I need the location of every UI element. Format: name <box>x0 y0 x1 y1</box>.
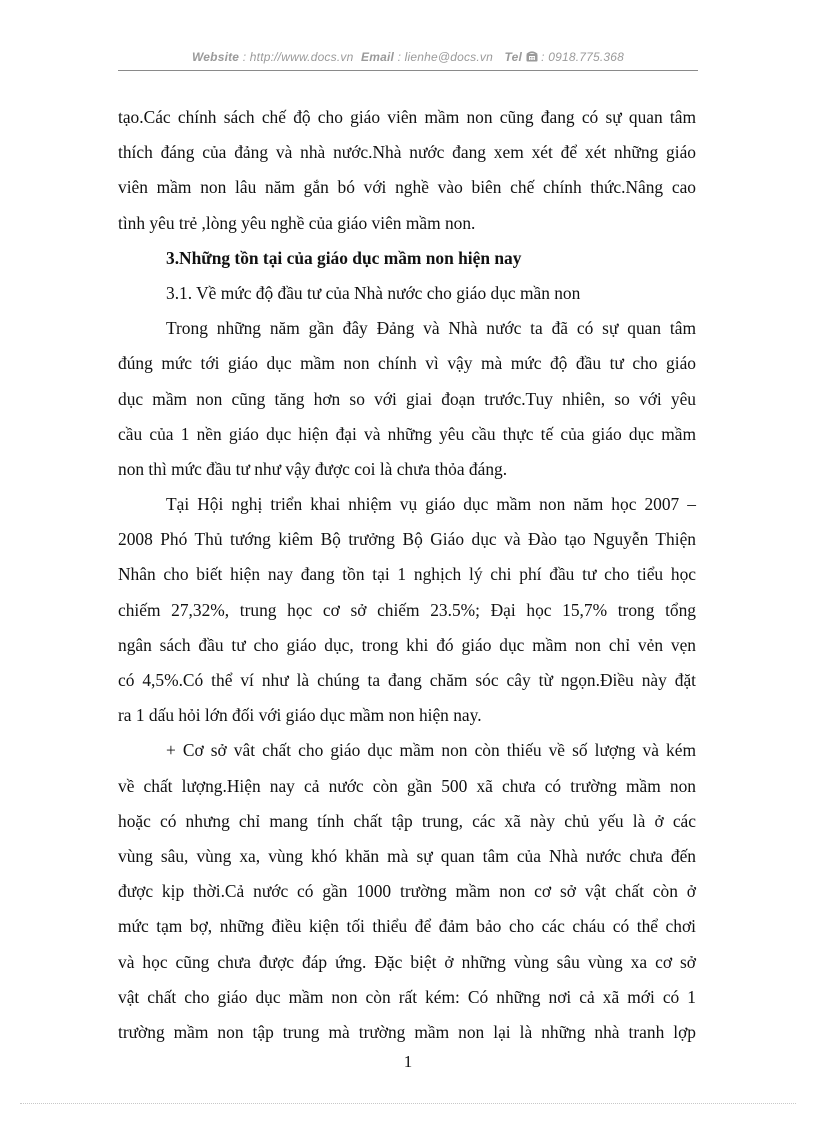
section-heading: 3.Những tồn tại của giáo dục mầm non hiện nay <box>166 247 522 268</box>
text-line: Nhân cho biết hiện nay đang tồn tại 1 nghịch lý chi phí đầu tư cho tiểu học <box>118 564 696 585</box>
text-line: có 4,5%.Có thể ví như là chúng ta đang chăm sóc cây từ ngọn.Điều này đặt <box>118 670 696 690</box>
website-value[interactable]: : http://www.docs.vn <box>242 50 354 64</box>
text-line: mức tạm bợ, những điều kiện tối thiểu để đảm bảo cho các cháu có thể chơi <box>118 916 696 937</box>
text-line: non thì mức đầu tư như vậy được coi là chưa thỏa đáng. <box>118 458 508 479</box>
tel-label: Tel <box>504 50 523 64</box>
page-header <box>118 50 698 65</box>
text-line: về chất lượng.Hiện nay cả nước còn gần 500 xã chưa có trường mầm non <box>118 775 696 796</box>
text-line: vật chất cho giáo dục mầm non còn rất kém: Có những nơi cả xã mới có 1 <box>118 986 696 1007</box>
subsection-heading: 3.1. Về mức độ đầu tư của Nhà nước cho giáo dục mần non <box>166 282 581 303</box>
paragraph-1 <box>118 100 696 241</box>
text-line: hoặc có nhưng chỉ mang tính chất tập trung, các xã này chủ yếu là ở các <box>118 810 696 831</box>
text-line: đúng mức tới giáo dục mầm non chính vì vậy mà mức độ đầu tư cho giáo <box>118 353 696 374</box>
text-line: dục mầm non cũng tăng hơn so với giai đoạn trước.Tuy nhiên, so với yêu <box>118 388 696 409</box>
paragraph-3 <box>118 487 696 733</box>
email-value[interactable]: : lienhe@docs.vn <box>397 50 493 64</box>
text-line: trường mầm non tập trung mà trường mầm non lại là những nhà tranh lợp <box>118 1021 696 1042</box>
text-line: 2008 Phó Thủ tướng kiêm Bộ trưởng Bộ Giáo dục và Đào tạo Nguyễn Thiện <box>118 529 696 550</box>
footer-divider <box>20 1103 796 1104</box>
paragraph-2 <box>118 311 696 487</box>
header-divider <box>118 70 698 71</box>
text-line: ra 1 dấu hỏi lớn đối với giáo dục mầm non hiện nay. <box>118 705 482 726</box>
phone-icon <box>526 51 538 65</box>
page-number: 1 <box>403 1052 413 1071</box>
text-line: được kịp thời.Cả nước có gần 1000 trường mầm non cơ sở vật chất còn ở <box>118 881 696 902</box>
text-line: + Cơ sở vât chất cho giáo dục mầm non còn thiếu về số lượng và kém <box>166 740 696 761</box>
text-line: và học cũng chưa được đáp ứng. Đặc biệt ở những vùng sâu vùng xa cơ sở <box>118 951 696 972</box>
text-line: thích đáng của đảng và nhà nước.Nhà nước đang xem xét để xét những giáo <box>118 142 696 163</box>
text-line: tạo.Các chính sách chế độ cho giáo viên mầm non cũng đang có sự quan tâm <box>118 107 696 127</box>
text-line: cầu của 1 nền giáo dục hiện đại và những yêu cầu thực tế của giáo dục mầm <box>118 423 696 444</box>
paragraph-4 <box>118 733 696 1050</box>
document-body <box>118 100 696 1050</box>
text-line: vùng sâu, vùng xa, vùng khó khăn mà sự quan tâm của Nhà nước chưa đến <box>118 845 696 866</box>
text-line: Trong những năm gần đây Đảng và Nhà nước ta đã có sự quan tâm <box>166 318 696 339</box>
tel-value[interactable]: : 0918.775.368 <box>541 50 625 64</box>
text-line: Tại Hội nghị triển khai nhiệm vụ giáo dục mầm non năm học 2007 – <box>166 494 696 515</box>
website-label: Website <box>191 50 240 64</box>
email-label: Email <box>361 50 395 64</box>
text-line: viên mầm non lâu năm gắn bó với nghề vào biên chế chính thức.Nâng cao <box>118 177 696 198</box>
text-line: ngân sách đầu tư cho giáo dục, trong khi đó giáo dục mầm non chỉ vẻn vẹn <box>118 634 696 655</box>
text-line: chiếm 27,32%, trung học cơ sở chiếm 23.5%; Đại học 15,7% trong tổng <box>118 599 696 620</box>
text-line: tình yêu trẻ ,lòng yêu nghề của giáo viên mầm non. <box>118 212 476 233</box>
